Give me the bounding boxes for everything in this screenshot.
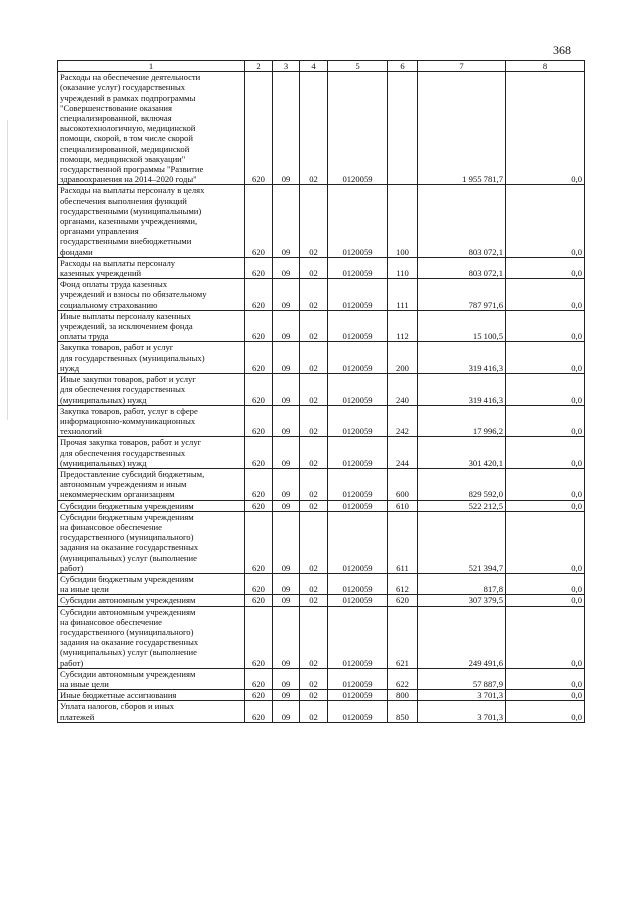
row-admin-code: 620	[245, 701, 273, 722]
row-target-article: 0120059	[328, 279, 388, 311]
row-admin-code: 620	[245, 185, 273, 257]
table-body	[58, 72, 585, 723]
row-amount: 787 971,6	[418, 279, 506, 311]
row-subsection: 02	[300, 72, 328, 185]
row-amount: 1 955 781,7	[418, 72, 506, 185]
table-row	[58, 72, 585, 185]
row-description: Иные бюджетные ассигнования	[58, 690, 245, 701]
row-admin-code: 620	[245, 342, 273, 374]
row-admin-code: 620	[245, 72, 273, 185]
budget-table	[57, 60, 585, 723]
row-target-article: 0120059	[328, 468, 388, 500]
row-amount: 57 887,9	[418, 668, 506, 689]
row-expense-type: 611	[388, 511, 418, 573]
row-section: 09	[273, 374, 300, 406]
row-admin-code: 620	[245, 405, 273, 437]
row-target-article: 0120059	[328, 511, 388, 573]
table-row	[58, 310, 585, 342]
table-row	[58, 468, 585, 500]
row-section: 09	[273, 342, 300, 374]
row-subsection: 02	[300, 279, 328, 311]
table-row	[58, 701, 585, 722]
row-target-article: 0120059	[328, 595, 388, 606]
row-amount: 307 379,5	[418, 595, 506, 606]
row-target-article: 0120059	[328, 72, 388, 185]
row-subsection: 02	[300, 595, 328, 606]
header-col-1: 1	[58, 61, 245, 72]
row-description: Фонд оплаты труда казенных учреждений и взносы по обязательному социальному страхованию	[58, 279, 245, 311]
row-expense-type: 112	[388, 310, 418, 342]
table-row	[58, 279, 585, 311]
row-amount: 3 701,3	[418, 690, 506, 701]
row-subsection: 02	[300, 511, 328, 573]
header-col-7: 7	[418, 61, 506, 72]
row-amount: 522 212,5	[418, 500, 506, 511]
row-amount-2: 0,0	[506, 468, 585, 500]
row-amount-2: 0,0	[506, 668, 585, 689]
row-admin-code: 620	[245, 668, 273, 689]
row-amount-2: 0,0	[506, 701, 585, 722]
row-amount-2: 0,0	[506, 595, 585, 606]
row-section: 09	[273, 573, 300, 594]
page-number: 368	[553, 43, 571, 57]
row-amount: 17 996,2	[418, 405, 506, 437]
row-amount: 3 701,3	[418, 701, 506, 722]
row-expense-type: 244	[388, 437, 418, 469]
table-row	[58, 573, 585, 594]
row-subsection: 02	[300, 701, 328, 722]
row-section: 09	[273, 72, 300, 185]
row-section: 09	[273, 701, 300, 722]
scan-edge-mark	[7, 120, 8, 420]
row-amount-2: 0,0	[506, 279, 585, 311]
row-description: Расходы на выплаты персоналу в целях обеспечения выполнения функций государственными (муниципальными) органами, казенными учреждениями, органами управления государственными внебюджетными фондами	[58, 185, 245, 257]
row-amount: 15 100,5	[418, 310, 506, 342]
row-description: Субсидии автономным учреждениям на финансовое обеспечение государственного (муниципального) задания на оказание государственных (муниципальных) услуг (выполнение работ)	[58, 606, 245, 668]
row-description: Субсидии бюджетным учреждениям на финансовое обеспечение государственного (муниципального) задания на оказание государственных (муниципальных) услуг (выполнение работ)	[58, 511, 245, 573]
row-target-article: 0120059	[328, 374, 388, 406]
row-description: Иные закупки товаров, работ и услуг для обеспечения государственных (муниципальных) нужд	[58, 374, 245, 406]
header-col-3: 3	[273, 61, 300, 72]
row-subsection: 02	[300, 690, 328, 701]
row-target-article: 0120059	[328, 701, 388, 722]
row-description: Иные выплаты персоналу казенных учреждений, за исключением фонда оплаты труда	[58, 310, 245, 342]
row-expense-type: 610	[388, 500, 418, 511]
row-amount-2: 0,0	[506, 500, 585, 511]
table-row	[58, 606, 585, 668]
row-expense-type: 200	[388, 342, 418, 374]
row-amount: 803 072,1	[418, 185, 506, 257]
row-subsection: 02	[300, 668, 328, 689]
row-expense-type: 100	[388, 185, 418, 257]
table-row	[58, 437, 585, 469]
row-target-article: 0120059	[328, 405, 388, 437]
row-target-article: 0120059	[328, 342, 388, 374]
header-col-6: 6	[388, 61, 418, 72]
row-section: 09	[273, 468, 300, 500]
row-amount: 521 394,7	[418, 511, 506, 573]
row-section: 09	[273, 279, 300, 311]
row-expense-type: 622	[388, 668, 418, 689]
row-admin-code: 620	[245, 257, 273, 278]
row-amount: 249 491,6	[418, 606, 506, 668]
row-target-article: 0120059	[328, 606, 388, 668]
row-subsection: 02	[300, 342, 328, 374]
row-subsection: 02	[300, 437, 328, 469]
row-description: Закупка товаров, работ, услуг в сфере информационно-коммуникационных технологий	[58, 405, 245, 437]
row-admin-code: 620	[245, 468, 273, 500]
row-section: 09	[273, 690, 300, 701]
row-amount-2: 0,0	[506, 185, 585, 257]
row-admin-code: 620	[245, 310, 273, 342]
row-description: Уплата налогов, сборов и иных платежей	[58, 701, 245, 722]
row-admin-code: 620	[245, 690, 273, 701]
row-amount-2: 0,0	[506, 310, 585, 342]
row-section: 09	[273, 437, 300, 469]
row-amount: 319 416,3	[418, 342, 506, 374]
row-amount-2: 0,0	[506, 511, 585, 573]
row-admin-code: 620	[245, 573, 273, 594]
row-amount-2: 0,0	[506, 606, 585, 668]
row-description: Субсидии бюджетным учреждениям на иные цели	[58, 573, 245, 594]
table-row	[58, 257, 585, 278]
row-section: 09	[273, 405, 300, 437]
row-amount-2: 0,0	[506, 257, 585, 278]
row-expense-type: 612	[388, 573, 418, 594]
row-subsection: 02	[300, 468, 328, 500]
row-expense-type: 621	[388, 606, 418, 668]
table-row	[58, 668, 585, 689]
row-section: 09	[273, 257, 300, 278]
table-row	[58, 405, 585, 437]
row-expense-type: 240	[388, 374, 418, 406]
row-expense-type: 600	[388, 468, 418, 500]
table-row	[58, 511, 585, 573]
row-section: 09	[273, 606, 300, 668]
table-row	[58, 690, 585, 701]
row-expense-type: 111	[388, 279, 418, 311]
row-amount: 319 416,3	[418, 374, 506, 406]
row-subsection: 02	[300, 310, 328, 342]
row-expense-type: 110	[388, 257, 418, 278]
row-admin-code: 620	[245, 511, 273, 573]
row-subsection: 02	[300, 374, 328, 406]
row-amount: 817,8	[418, 573, 506, 594]
row-subsection: 02	[300, 606, 328, 668]
row-subsection: 02	[300, 257, 328, 278]
row-admin-code: 620	[245, 437, 273, 469]
row-target-article: 0120059	[328, 668, 388, 689]
header-col-2: 2	[245, 61, 273, 72]
row-admin-code: 620	[245, 606, 273, 668]
row-amount-2: 0,0	[506, 690, 585, 701]
row-expense-type: 620	[388, 595, 418, 606]
row-description: Субсидии автономным учреждениям на иные цели	[58, 668, 245, 689]
row-section: 09	[273, 310, 300, 342]
row-section: 09	[273, 500, 300, 511]
row-admin-code: 620	[245, 500, 273, 511]
row-target-article: 0120059	[328, 573, 388, 594]
table-row	[58, 185, 585, 257]
header-col-4: 4	[300, 61, 328, 72]
header-row	[58, 61, 585, 72]
row-amount-2: 0,0	[506, 573, 585, 594]
row-target-article: 0120059	[328, 437, 388, 469]
row-amount-2: 0,0	[506, 72, 585, 185]
row-subsection: 02	[300, 405, 328, 437]
row-target-article: 0120059	[328, 310, 388, 342]
table-row	[58, 342, 585, 374]
row-target-article: 0120059	[328, 257, 388, 278]
row-section: 09	[273, 185, 300, 257]
row-description: Субсидии бюджетным учреждениям	[58, 500, 245, 511]
row-section: 09	[273, 511, 300, 573]
row-description: Закупка товаров, работ и услуг для государственных (муниципальных) нужд	[58, 342, 245, 374]
row-amount: 803 072,1	[418, 257, 506, 278]
row-target-article: 0120059	[328, 690, 388, 701]
row-description: Предоставление субсидий бюджетным, автономным учреждениям и иным некоммерческим организациям	[58, 468, 245, 500]
header-col-5: 5	[328, 61, 388, 72]
row-description: Расходы на обеспечение деятельности (оказание услуг) государственных учреждений в рамках подпрограммы "Совершенствование оказания специализированной, включая высокотехнологичную, медицинской помощи, скорой, в том числе скорой специализированной, медицинской помощи, медицинской эвакуации" государственной программы "Развитие здравоохранения на 2014–2020 годы"	[58, 72, 245, 185]
row-admin-code: 620	[245, 279, 273, 311]
row-amount-2: 0,0	[506, 437, 585, 469]
row-amount-2: 0,0	[506, 374, 585, 406]
row-amount: 301 420,1	[418, 437, 506, 469]
row-expense-type: 850	[388, 701, 418, 722]
row-subsection: 02	[300, 185, 328, 257]
row-description: Субсидии автономным учреждениям	[58, 595, 245, 606]
table-row	[58, 374, 585, 406]
row-subsection: 02	[300, 573, 328, 594]
row-section: 09	[273, 668, 300, 689]
table-row	[58, 500, 585, 511]
row-amount: 829 592,0	[418, 468, 506, 500]
row-amount-2: 0,0	[506, 405, 585, 437]
row-expense-type: 800	[388, 690, 418, 701]
table-row	[58, 595, 585, 606]
row-target-article: 0120059	[328, 185, 388, 257]
row-description: Расходы на выплаты персоналу казенных учреждений	[58, 257, 245, 278]
row-amount-2: 0,0	[506, 342, 585, 374]
row-expense-type	[388, 72, 418, 185]
header-col-8: 8	[506, 61, 585, 72]
row-subsection: 02	[300, 500, 328, 511]
row-section: 09	[273, 595, 300, 606]
row-admin-code: 620	[245, 595, 273, 606]
row-target-article: 0120059	[328, 500, 388, 511]
row-expense-type: 242	[388, 405, 418, 437]
row-description: Прочая закупка товаров, работ и услуг для обеспечения государственных (муниципальных) нужд	[58, 437, 245, 469]
row-admin-code: 620	[245, 374, 273, 406]
